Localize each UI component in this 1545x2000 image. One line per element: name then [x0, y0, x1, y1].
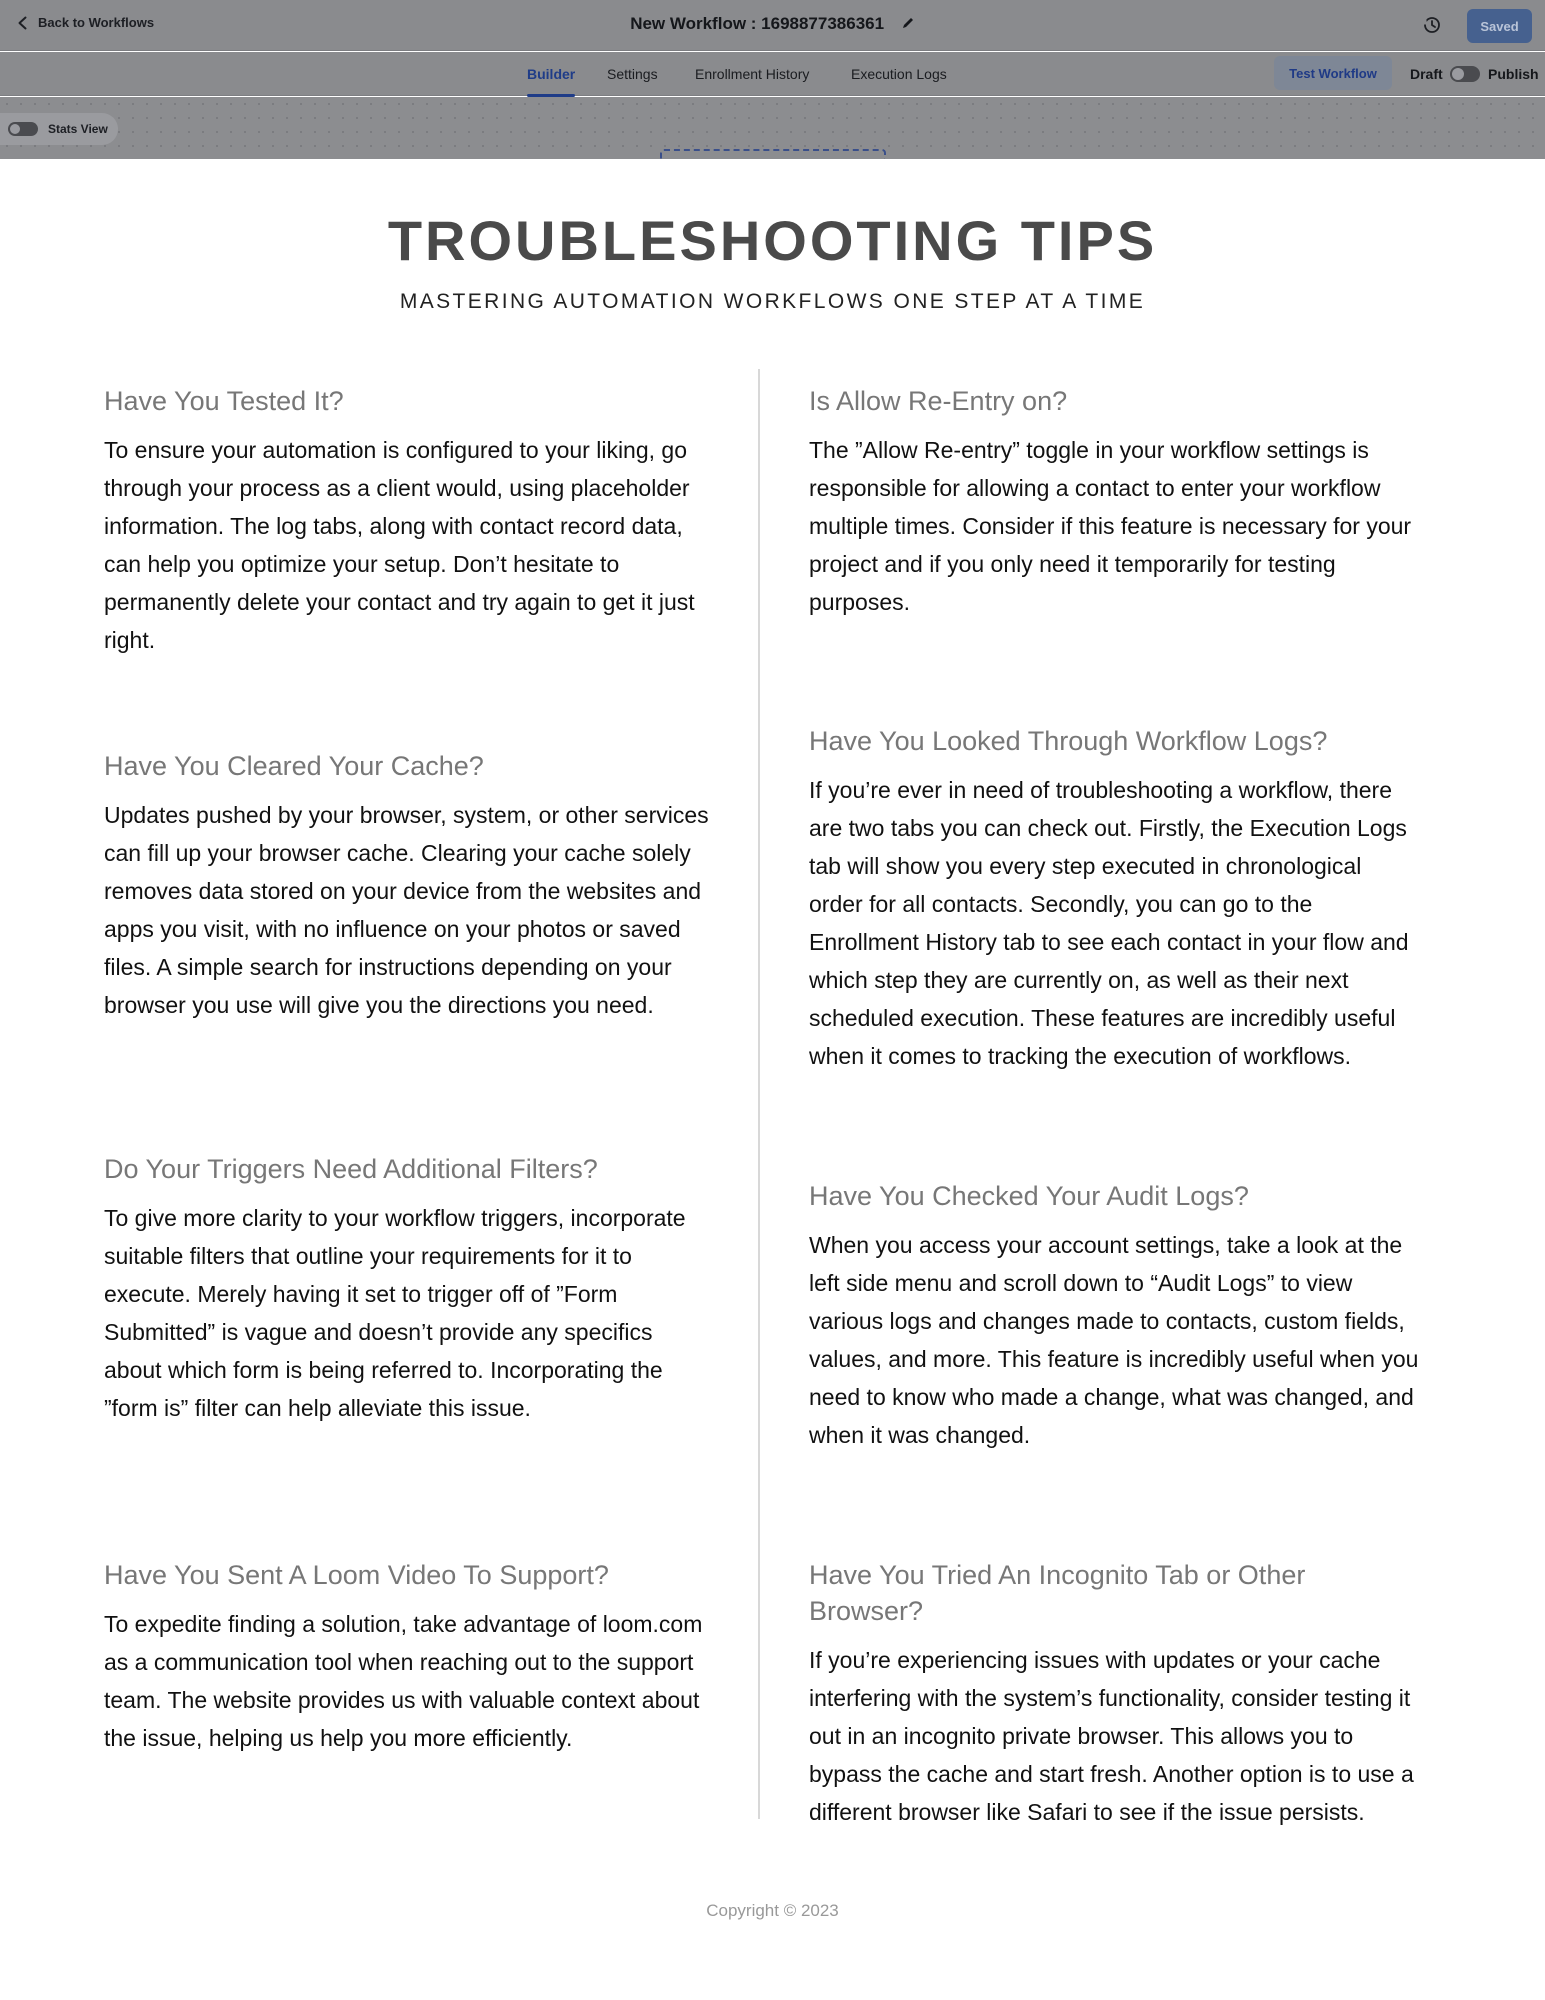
tab-settings[interactable]: Settings	[607, 66, 658, 82]
stats-view-control[interactable]	[0, 113, 118, 145]
column-divider	[758, 369, 760, 1819]
tip-section	[104, 1557, 714, 1757]
tip-heading: Have You Checked Your Audit Logs?	[809, 1181, 1249, 1211]
tip-body: To give more clarity to your workflow triggers, incorporate suitable filters that outline your requirements for it to execute. Merely having it set to trigger off of ”Form Submitted” is vague and doesn’t provide any specifics about which form is being referred to. Incorporating the ”form is” filter can help alleviate this issue.	[104, 1205, 686, 1421]
tip-section	[809, 1178, 1419, 1454]
tip-body: The ”Allow Re-entry” toggle in your workflow settings is responsible for allowing a contact to enter your workflow multiple times. Consider if this feature is necessary for your project and if you only need it temporarily for testing purposes.	[809, 437, 1412, 615]
troubleshooting-document	[0, 159, 1545, 2000]
stats-view-toggle[interactable]	[8, 122, 38, 136]
tip-heading: Have You Looked Through Workflow Logs?	[809, 726, 1328, 756]
top-bar	[0, 0, 1545, 51]
back-to-workflows-link[interactable]	[16, 15, 154, 30]
tip-section	[104, 1151, 714, 1427]
tab-execution-logs[interactable]: Execution Logs	[851, 66, 947, 82]
tab-builder[interactable]: Builder	[527, 52, 575, 96]
tip-heading: Have You Cleared Your Cache?	[104, 751, 484, 781]
draft-label: Draft	[1410, 66, 1443, 82]
tip-heading: Have You Sent A Loom Video To Support?	[104, 1560, 609, 1590]
history-icon[interactable]	[1422, 15, 1442, 35]
tip-body: When you access your account settings, take a look at the left side menu and scroll down to “Audit Logs” to view various logs and changes made to contacts, custom fields, values, and more. This feature is incredibly useful when you need to know who made a change, what was changed, and when it was changed.	[809, 1232, 1419, 1448]
publish-label: Publish	[1488, 66, 1539, 82]
chevron-left-icon	[16, 16, 30, 30]
tip-body: To ensure your automation is configured to your liking, go through your process as a client would, using placeholder information. The log tabs, along with contact record data, can help you optimize your setup. Don’t hesitate to permanently delete your contact and try again to get it just right.	[104, 437, 695, 653]
tab-bar	[0, 52, 1545, 96]
copyright-text: Copyright © 2023	[706, 1901, 839, 1920]
tip-section	[809, 723, 1419, 1075]
tab-enrollment-history[interactable]: Enrollment History	[695, 66, 810, 82]
tip-body: If you’re ever in need of troubleshooting a workflow, there are two tabs you can check out. Firstly, the Execution Logs tab will show you every step executed in chronological order for all contacts. Secondly, you can go to the Enrollment History tab to see each contact in your flow and which step they are currently on, as well as their next scheduled execution. These features are incredibly useful when it comes to tracking the execution of workflows.	[809, 777, 1409, 1069]
tip-body: If you’re experiencing issues with updates or your cache interfering with the system’s functionality, consider testing it out in an incognito private browser. This allows you to bypass the cache and start fresh. Another option is to use a different browser like Safari to see if the issue persists.	[809, 1647, 1414, 1825]
pencil-icon[interactable]	[901, 16, 915, 30]
tip-heading: Is Allow Re-Entry on?	[809, 386, 1068, 416]
publish-toggle[interactable]	[1450, 66, 1480, 82]
workflow-title-text: New Workflow : 1698877386361	[630, 14, 885, 33]
tip-heading: Do Your Triggers Need Additional Filters?	[104, 1154, 598, 1184]
page-subtitle: MASTERING AUTOMATION WORKFLOWS ONE STEP AT A TIME	[399, 290, 1146, 313]
workflow-title	[0, 14, 1545, 34]
tip-heading: Have You Tested It?	[104, 386, 344, 416]
test-workflow-button[interactable]: Test Workflow	[1274, 56, 1392, 90]
workflow-canvas[interactable]	[0, 97, 1545, 159]
tip-section	[104, 383, 714, 659]
back-link-label: Back to Workflows	[38, 15, 155, 30]
tip-heading: Have You Tried An Incognito Tab or Other Browser?	[809, 1560, 1306, 1626]
tip-body: Updates pushed by your browser, system, or other services can fill up your browser cache. Clearing your cache solely removes data stored on your device from the websites and apps you visit, with no influence on your photos or saved files. A simple search for instructions depending on your browser you use will give you the directions you need.	[104, 802, 709, 1018]
tip-section	[809, 383, 1419, 621]
stats-view-label: Stats View	[48, 122, 108, 136]
saved-button[interactable]: Saved	[1467, 9, 1532, 43]
tip-section	[104, 748, 714, 1024]
tip-body: To expedite finding a solution, take advantage of loom.com as a communication tool when reaching out to the support team. The website provides us with valuable context about the issue, helping us help you more efficiently.	[104, 1611, 703, 1751]
tip-section	[809, 1557, 1419, 1831]
page-title: TROUBLESHOOTING TIPS	[387, 209, 1158, 272]
